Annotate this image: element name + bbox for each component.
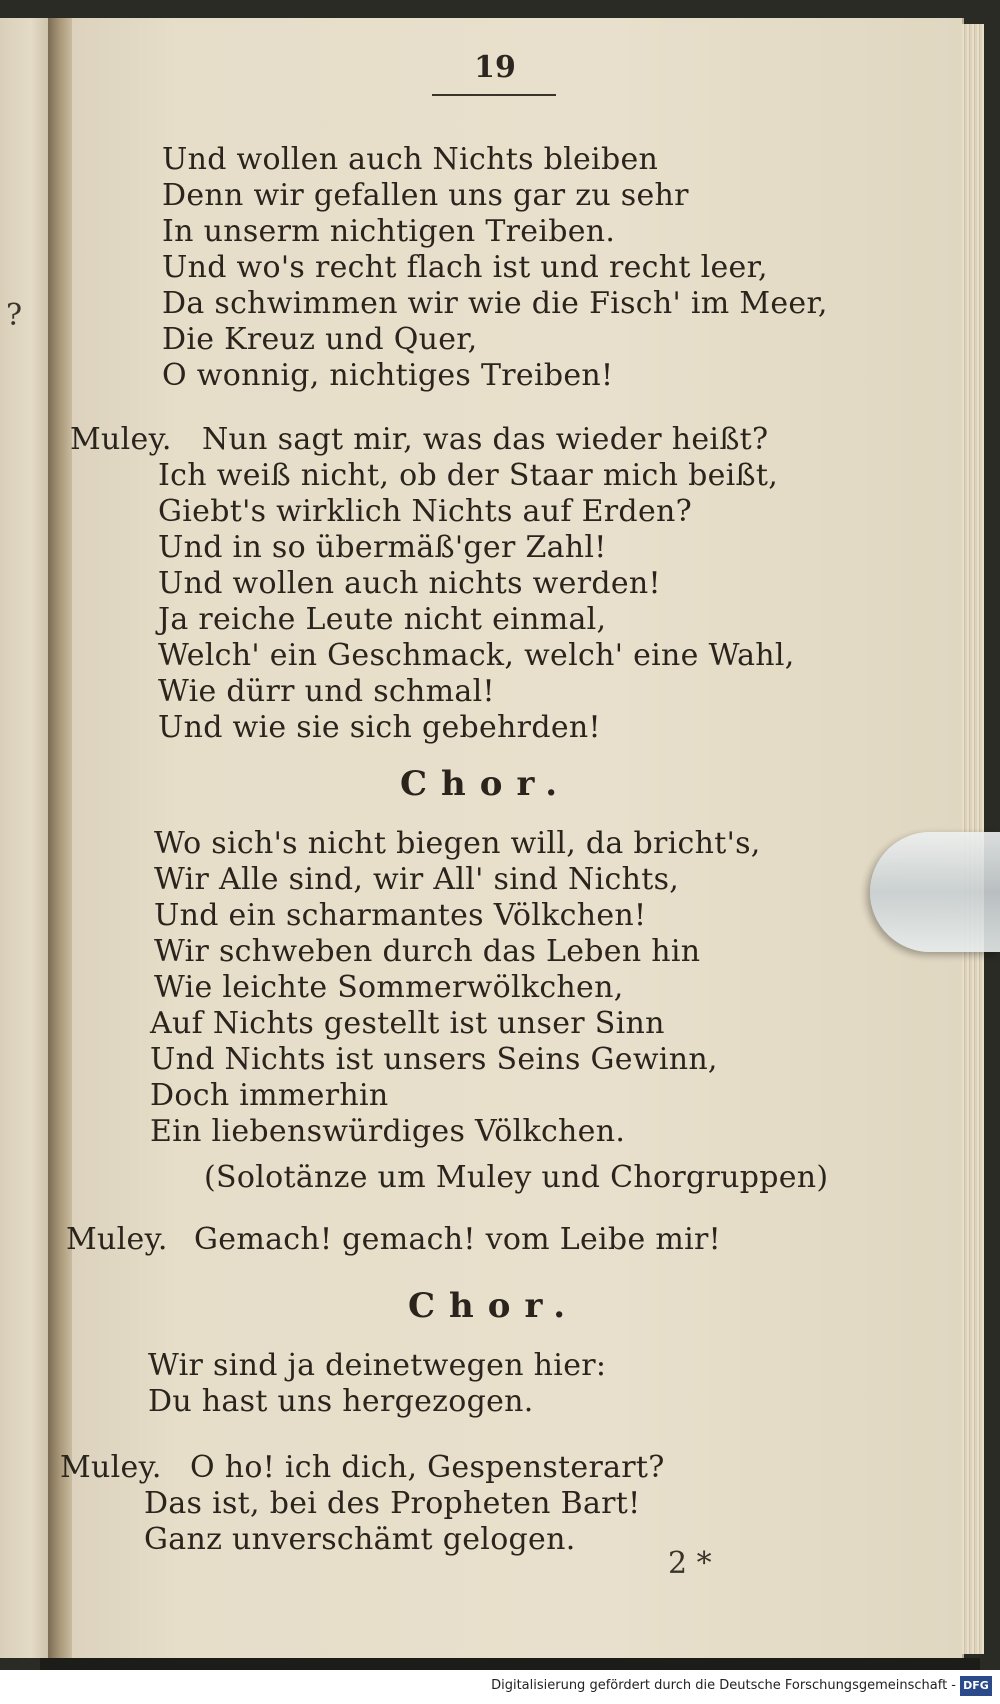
verse-line: Denn wir gefallen uns gar zu sehr xyxy=(162,178,689,213)
verse-line: Und in so übermäß'ger Zahl! xyxy=(158,530,607,565)
footer-bar xyxy=(0,1670,1000,1704)
verse-line: Ganz unverschämt gelogen. xyxy=(144,1522,576,1557)
verse-line: Ich weiß nicht, ob der Staar mich beißt, xyxy=(158,458,779,493)
speaker-name: Muley. xyxy=(66,1222,168,1257)
verse-line: Wir schweben durch das Leben hin xyxy=(154,934,701,969)
speaker-name: Muley. xyxy=(70,422,172,457)
page-number: 19 xyxy=(474,50,516,85)
facing-page-mark: ? xyxy=(6,298,23,333)
verse-line: Welch' ein Geschmack, welch' eine Wahl, xyxy=(158,638,795,673)
verse-line: Und wo's recht flach ist und recht leer, xyxy=(162,250,768,285)
verse-line: Wir sind ja deinetwegen hier: xyxy=(148,1348,607,1383)
signature-mark: 2 * xyxy=(668,1546,712,1581)
verse-line: Da schwimmen wir wie die Fisch' im Meer, xyxy=(162,286,828,321)
book-gutter xyxy=(48,18,74,1658)
page-number-rule xyxy=(432,94,556,96)
verse-line: Giebt's wirklich Nichts auf Erden? xyxy=(158,494,692,529)
verse-line: Wo sich's nicht biegen will, da bricht's, xyxy=(154,826,761,861)
verse-line: Und wie sie sich gebehrden! xyxy=(158,710,601,745)
verse-line: Du hast uns hergezogen. xyxy=(148,1384,534,1419)
verse-line: Wie dürr und schmal! xyxy=(158,674,495,709)
stage-direction: (Solotänze um Muley und Chorgruppen) xyxy=(204,1160,829,1195)
verse-line: In unserm nichtigen Treiben. xyxy=(162,214,616,249)
verse-line: Doch immerhin xyxy=(150,1078,389,1113)
verse-line: Und Nichts ist unsers Seins Gewinn, xyxy=(150,1042,718,1077)
verse-line: Wie leichte Sommerwölkchen, xyxy=(154,970,624,1005)
digitization-credit: Digitalisierung gefördert durch die Deutsche Forschungsgemeinschaft - xyxy=(491,1678,956,1693)
verse-line: O wonnig, nichtiges Treiben! xyxy=(162,358,614,393)
verse-line: Auf Nichts gestellt ist unser Sinn xyxy=(150,1006,665,1041)
verse-line: Und wollen auch Nichts bleiben xyxy=(162,142,659,177)
verse-line: Und wollen auch nichts werden! xyxy=(158,566,661,601)
dfg-logo: DFG xyxy=(960,1676,992,1696)
verse-line: Gemach! gemach! vom Leibe mir! xyxy=(194,1222,721,1257)
chorus-heading: Chor. xyxy=(400,764,572,804)
book-bottom-edge xyxy=(40,1658,980,1670)
chorus-heading: Chor. xyxy=(408,1286,580,1326)
verse-line: Die Kreuz und Quer, xyxy=(162,322,478,357)
verse-line: Wir Alle sind, wir All' sind Nichts, xyxy=(154,862,680,897)
verse-line: Nun sagt mir, was das wieder heißt? xyxy=(202,422,769,457)
verse-line: O ho! ich dich, Gespensterart? xyxy=(190,1450,665,1485)
verse-line: Ein liebenswürdiges Völkchen. xyxy=(150,1114,626,1149)
verse-line: Ja reiche Leute nicht einmal, xyxy=(158,602,607,637)
facing-page-edge xyxy=(0,18,52,1658)
page-clip xyxy=(870,832,1000,952)
verse-line: Das ist, bei des Propheten Bart! xyxy=(144,1486,641,1521)
speaker-name: Muley. xyxy=(60,1450,162,1485)
verse-line: Und ein scharmantes Völkchen! xyxy=(154,898,647,933)
